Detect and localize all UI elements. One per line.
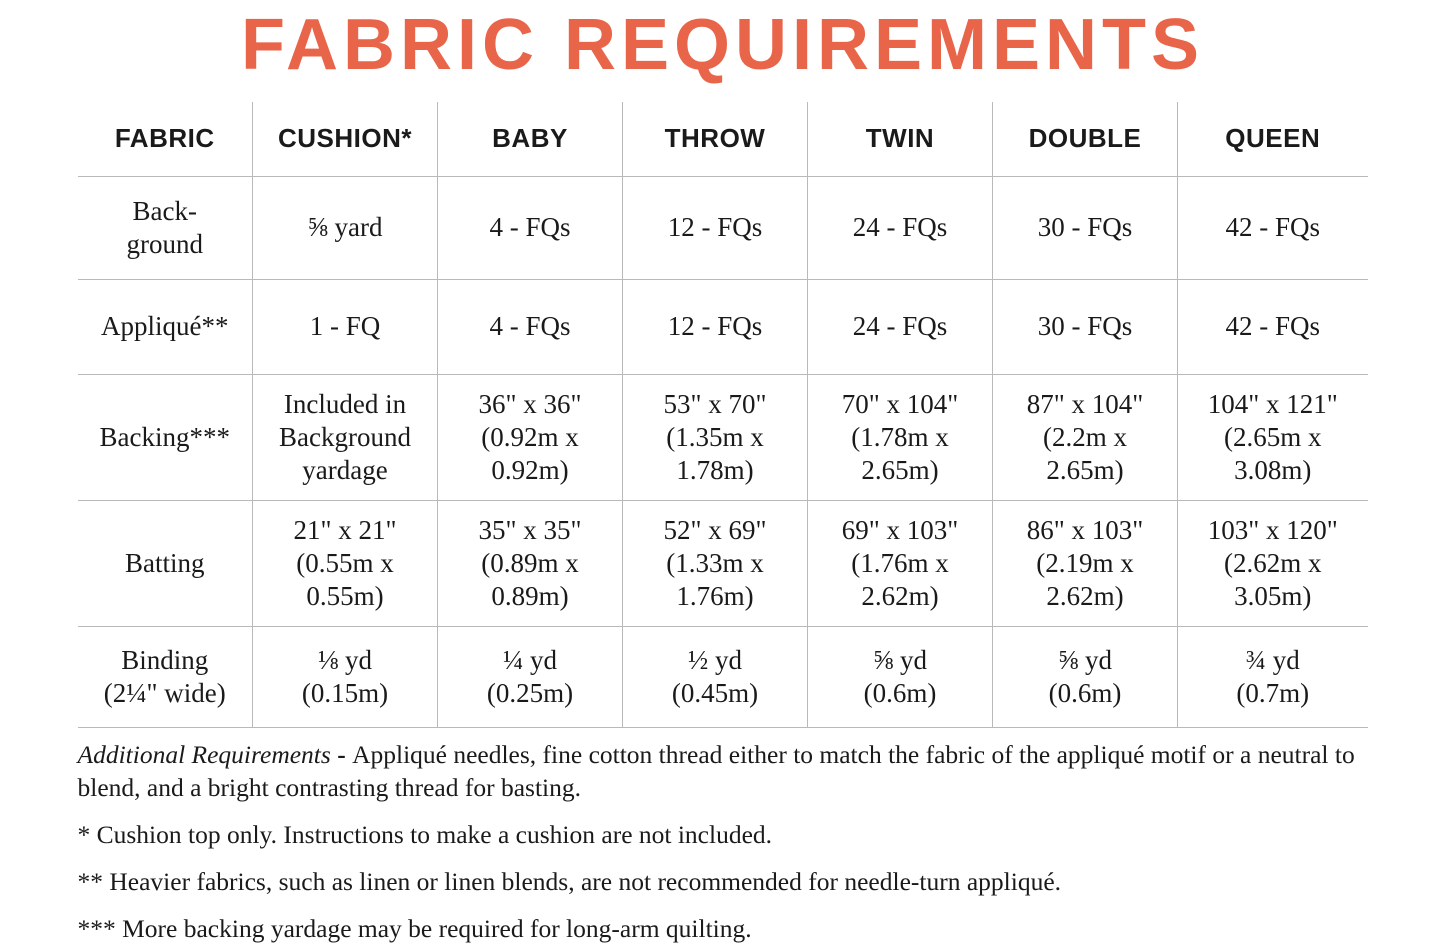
cell-backing-queen: 104" x 121" (2.65m x 3.08m) — [1178, 374, 1368, 500]
cell-background-baby: 4 - FQs — [438, 176, 623, 279]
cell-applique-baby: 4 - FQs — [438, 279, 623, 374]
table-header-row — [78, 102, 1368, 177]
cell-binding-queen: ¾ yd (0.7m) — [1178, 626, 1368, 727]
column-header-queen: QUEEN — [1178, 102, 1368, 177]
cell-applique-queen: 42 - FQs — [1178, 279, 1368, 374]
cell-background-cushion: ⅝ yard — [253, 176, 438, 279]
column-header-baby: BABY — [438, 102, 623, 177]
table-row — [78, 374, 1368, 500]
cell-binding-throw: ½ yd (0.45m) — [623, 626, 808, 727]
row-label-binding: Binding (2¼" wide) — [78, 626, 253, 727]
cell-background-twin: 24 - FQs — [808, 176, 993, 279]
table-row — [78, 500, 1368, 626]
row-label-background: Back- ground — [78, 176, 253, 279]
cell-background-queen: 42 - FQs — [1178, 176, 1368, 279]
cell-backing-cushion: Included in Background yardage — [253, 374, 438, 500]
footnote-one: * Cushion top only. Instructions to make a cushion are not included. — [77, 819, 773, 849]
cell-backing-throw: 53" x 70" (1.35m x 1.78m) — [623, 374, 808, 500]
cell-binding-double: ⅝ yd (0.6m) — [993, 626, 1178, 727]
row-label-backing: Backing*** — [78, 374, 253, 500]
cell-background-throw: 12 - FQs — [623, 176, 808, 279]
table-row — [78, 279, 1368, 374]
fabric-requirements-table — [78, 102, 1368, 728]
cell-backing-twin: 70" x 104" (1.78m x 2.65m) — [808, 374, 993, 500]
cell-batting-cushion: 21" x 21" (0.55m x 0.55m) — [253, 500, 438, 626]
column-header-twin: TWIN — [808, 102, 993, 177]
additional-requirements-note — [78, 738, 1368, 804]
additional-requirements-text: Appliqué needles, fine cotton thread either to match the fabric of the appliqué motif or a neutral to blend, and a bright contrasting thread for basting. — [77, 739, 1355, 802]
cell-applique-twin: 24 - FQs — [808, 279, 993, 374]
cell-background-double: 30 - FQs — [993, 176, 1178, 279]
row-label-batting: Batting — [78, 500, 253, 626]
cell-batting-baby: 35" x 35" (0.89m x 0.89m) — [438, 500, 623, 626]
cell-binding-baby: ¼ yd (0.25m) — [438, 626, 623, 727]
cell-batting-twin: 69" x 103" (1.76m x 2.62m) — [808, 500, 993, 626]
cell-batting-double: 86" x 103" (2.19m x 2.62m) — [993, 500, 1178, 626]
cell-applique-double: 30 - FQs — [993, 279, 1178, 374]
fabric-requirements-page — [0, 5, 1445, 944]
cell-backing-double: 87" x 104" (2.2m x 2.65m) — [993, 374, 1178, 500]
row-label-applique: Appliqué** — [78, 279, 253, 374]
footnote-two: ** Heavier fabrics, such as linen or linen blends, are not recommended for needle-turn appliqué. — [77, 867, 1062, 897]
cell-applique-throw: 12 - FQs — [623, 279, 808, 374]
cell-binding-cushion: ⅛ yd (0.15m) — [253, 626, 438, 727]
footnote-three: *** More backing yardage may be required for long-arm quilting. — [77, 914, 752, 944]
page-title: FABRIC REQUIREMENTS — [240, 5, 1205, 85]
column-header-throw: THROW — [623, 102, 808, 177]
table-row — [78, 176, 1368, 279]
column-header-cushion: CUSHION* — [253, 102, 438, 177]
cell-applique-cushion: 1 - FQ — [253, 279, 438, 374]
additional-requirements-label: Additional Requirements — [77, 739, 331, 769]
column-header-double: DOUBLE — [993, 102, 1178, 177]
notes-section — [78, 738, 1368, 945]
cell-batting-throw: 52" x 69" (1.33m x 1.76m) — [623, 500, 808, 626]
additional-requirements-dash: - — [330, 739, 353, 769]
table-row — [78, 626, 1368, 727]
cell-batting-queen: 103" x 120" (2.62m x 3.05m) — [1178, 500, 1368, 626]
cell-binding-twin: ⅝ yd (0.6m) — [808, 626, 993, 727]
column-header-fabric: FABRIC — [78, 102, 253, 177]
cell-backing-baby: 36" x 36" (0.92m x 0.92m) — [438, 374, 623, 500]
